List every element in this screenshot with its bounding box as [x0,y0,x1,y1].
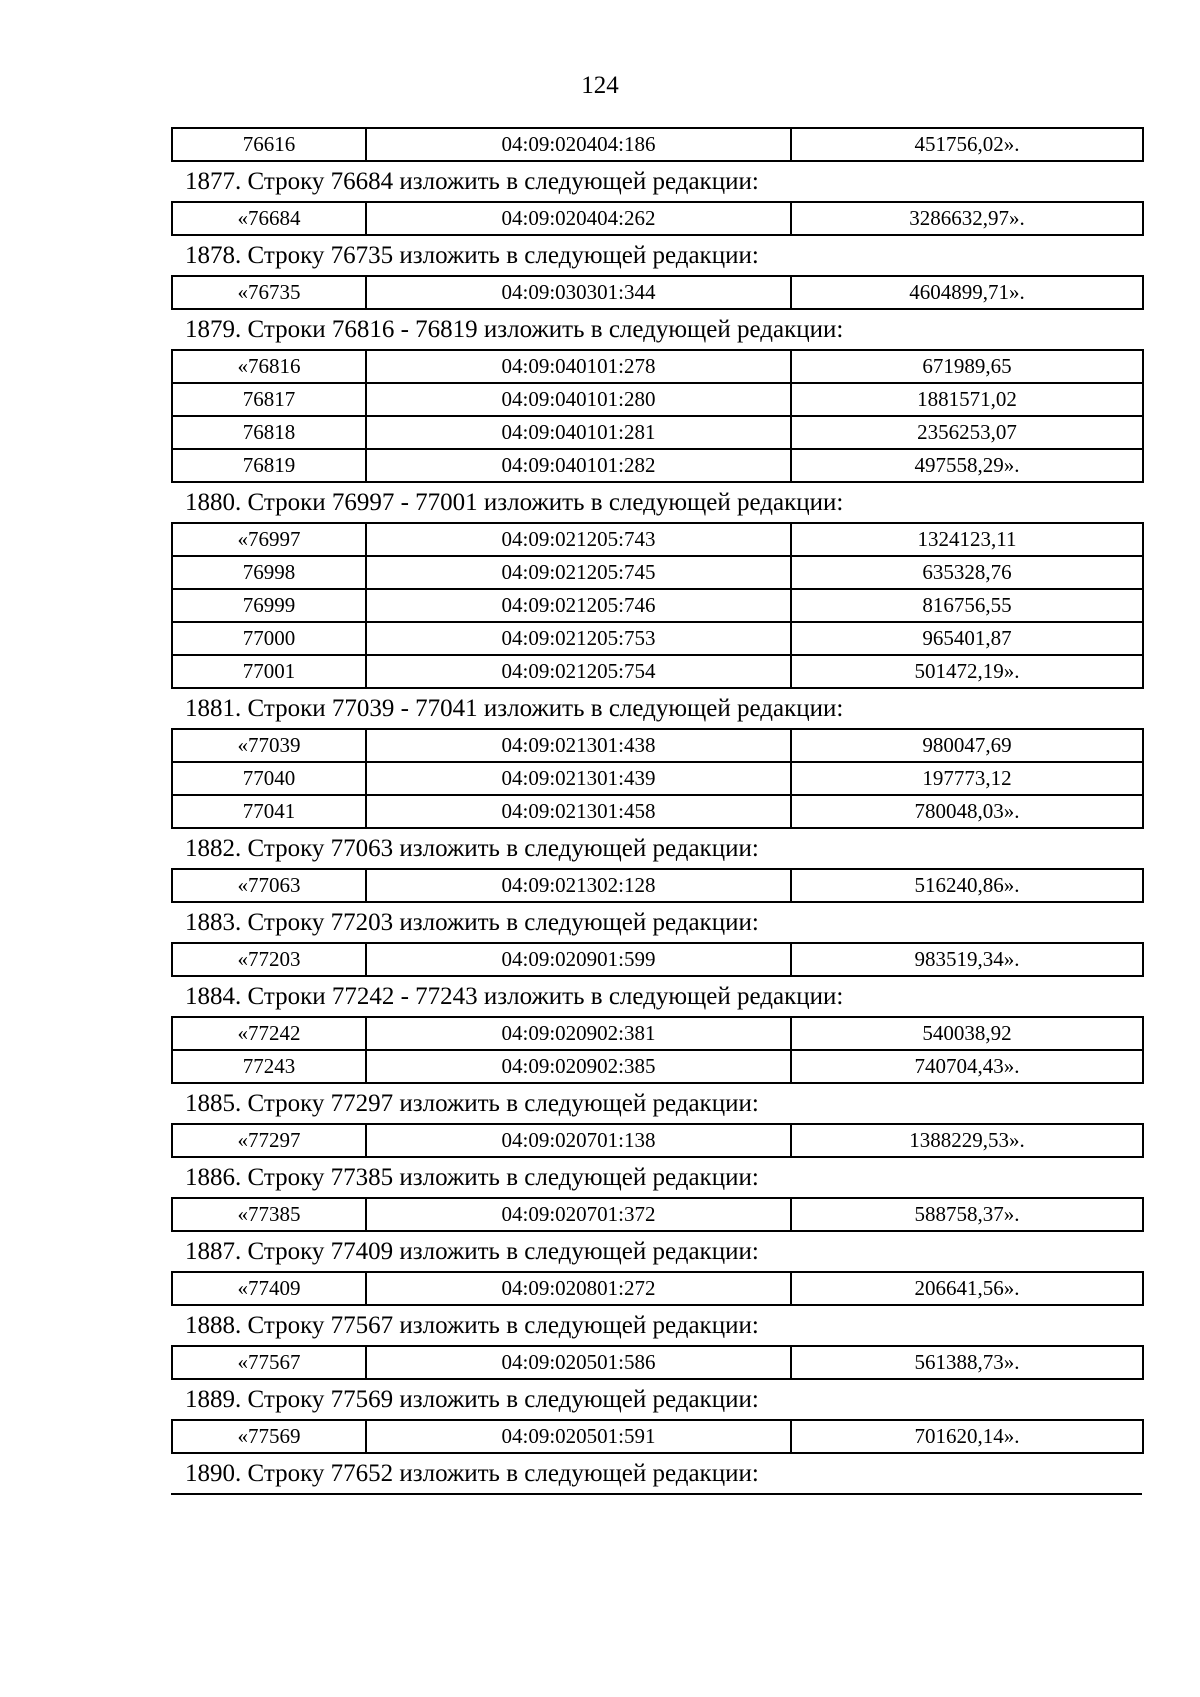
cadastral-number-cell: 04:09:020404:186 [366,128,791,161]
cadastral-number-cell: 04:09:040101:280 [366,383,791,416]
cadastral-number-cell: 04:09:021205:743 [366,523,791,556]
amendment-table [171,1197,1144,1232]
row-number-cell: 77000 [172,622,366,655]
value-cell: 197773,12 [791,762,1143,795]
value-cell: 635328,76 [791,556,1143,589]
table-row [172,449,1143,482]
amendment-instruction: 1881. Строки 77039 - 77041 изложить в следующей редакции: [185,695,844,722]
table-row [172,383,1143,416]
row-number-cell: 76817 [172,383,366,416]
table-row [172,1420,1143,1453]
row-number-cell: 77040 [172,762,366,795]
amendment-instruction: 1877. Строку 76684 изложить в следующей редакции: [185,168,759,195]
amendment-table [171,1123,1144,1158]
table-row [172,589,1143,622]
table-row [172,1050,1143,1083]
cadastral-number-cell: 04:09:021301:438 [366,729,791,762]
amendment-table [171,349,1144,483]
cadastral-number-cell: 04:09:021301:439 [366,762,791,795]
cadastral-number-cell: 04:09:030301:344 [366,276,791,309]
value-cell: 206641,56». [791,1272,1143,1305]
amendment-instruction: 1880. Строки 76997 - 77001 изложить в следующей редакции: [185,489,844,516]
row-number-cell: «77063 [172,869,366,902]
cadastral-number-cell: 04:09:020801:272 [366,1272,791,1305]
table-row [172,1272,1143,1305]
amendment-instruction: 1878. Строку 76735 изложить в следующей редакции: [185,242,759,269]
cadastral-number-cell: 04:09:040101:278 [366,350,791,383]
row-number-cell: 76999 [172,589,366,622]
row-number-cell: 76998 [172,556,366,589]
page-number: 124 [581,72,619,99]
row-number-cell: «77297 [172,1124,366,1157]
value-cell: 3286632,97». [791,202,1143,235]
row-number-cell: 76819 [172,449,366,482]
value-cell: 816756,55 [791,589,1143,622]
value-cell: 980047,69 [791,729,1143,762]
row-number-cell: «77385 [172,1198,366,1231]
amendment-instruction: 1879. Строки 76816 - 76819 изложить в следующей редакции: [185,316,844,343]
amendment-instruction: 1885. Строку 77297 изложить в следующей редакции: [185,1090,759,1117]
row-number-cell: 77041 [172,795,366,828]
table-row [172,729,1143,762]
amendment-table [171,1016,1144,1084]
row-number-cell: 77243 [172,1050,366,1083]
value-cell: 501472,19». [791,655,1143,688]
amendment-table [171,1419,1144,1454]
cadastral-number-cell: 04:09:020902:385 [366,1050,791,1083]
value-cell: 1881571,02 [791,383,1143,416]
value-cell: 516240,86». [791,869,1143,902]
value-cell: 2356253,07 [791,416,1143,449]
amendment-table [171,275,1144,310]
amendment-instruction: 1886. Строку 77385 изложить в следующей редакции: [185,1164,759,1191]
table-row [172,523,1143,556]
cadastral-number-cell: 04:09:020501:586 [366,1346,791,1379]
value-cell: 540038,92 [791,1017,1143,1050]
row-number-cell: «77039 [172,729,366,762]
amendment-table [171,868,1144,903]
value-cell: 740704,43». [791,1050,1143,1083]
amendment-table [171,942,1144,977]
row-number-cell: 76818 [172,416,366,449]
amendment-instruction: 1884. Строки 77242 - 77243 изложить в следующей редакции: [185,983,844,1010]
table-row [172,795,1143,828]
value-cell: 671989,65 [791,350,1143,383]
row-number-cell: «76684 [172,202,366,235]
value-cell: 497558,29». [791,449,1143,482]
table-row [172,1124,1143,1157]
cadastral-number-cell: 04:09:020902:381 [366,1017,791,1050]
value-cell: 588758,37». [791,1198,1143,1231]
table-row [172,1198,1143,1231]
amendment-table [171,201,1144,236]
amendment-instruction: 1888. Строку 77567 изложить в следующей редакции: [185,1312,759,1339]
cadastral-number-cell: 04:09:021205:746 [366,589,791,622]
value-cell: 1324123,11 [791,523,1143,556]
cadastral-number-cell: 04:09:020901:599 [366,943,791,976]
value-cell: 701620,14». [791,1420,1143,1453]
table-row [172,1346,1143,1379]
row-number-cell: 77001 [172,655,366,688]
table-row [172,1017,1143,1050]
table-row [172,128,1143,161]
row-number-cell: «76816 [172,350,366,383]
cadastral-number-cell: 04:09:021301:458 [366,795,791,828]
value-cell: 4604899,71». [791,276,1143,309]
amendment-instruction: 1883. Строку 77203 изложить в следующей редакции: [185,909,759,936]
value-cell: 780048,03». [791,795,1143,828]
value-cell: 561388,73». [791,1346,1143,1379]
cadastral-number-cell: 04:09:020701:372 [366,1198,791,1231]
cadastral-number-cell: 04:09:020404:262 [366,202,791,235]
table-row [172,202,1143,235]
cadastral-number-cell: 04:09:040101:282 [366,449,791,482]
cadastral-number-cell: 04:09:021205:754 [366,655,791,688]
row-number-cell: «77242 [172,1017,366,1050]
cadastral-number-cell: 04:09:021302:128 [366,869,791,902]
table-row [172,622,1143,655]
value-cell: 1388229,53». [791,1124,1143,1157]
row-number-cell: «77409 [172,1272,366,1305]
amendment-table [171,1271,1144,1306]
cadastral-number-cell: 04:09:020701:138 [366,1124,791,1157]
cadastral-number-cell: 04:09:040101:281 [366,416,791,449]
amendment-table [171,728,1144,829]
amendment-table [171,127,1144,162]
table-row [172,869,1143,902]
amendment-instruction: 1889. Строку 77569 изложить в следующей редакции: [185,1386,759,1413]
document-body [171,127,1142,1495]
row-number-cell: «77567 [172,1346,366,1379]
value-cell: 983519,34». [791,943,1143,976]
table-row [172,276,1143,309]
cadastral-number-cell: 04:09:021205:745 [366,556,791,589]
amendment-table [171,1345,1144,1380]
table-row [172,943,1143,976]
row-number-cell: 76616 [172,128,366,161]
table-row [172,762,1143,795]
table-row [172,655,1143,688]
table-row [172,416,1143,449]
cadastral-number-cell: 04:09:021205:753 [366,622,791,655]
table-row [172,350,1143,383]
row-number-cell: «77203 [172,943,366,976]
row-number-cell: «76735 [172,276,366,309]
amendment-instruction: 1890. Строку 77652 изложить в следующей редакции: [185,1460,759,1487]
row-number-cell: «76997 [172,523,366,556]
table-row [172,556,1143,589]
value-cell: 451756,02». [791,128,1143,161]
amendment-instruction: 1882. Строку 77063 изложить в следующей редакции: [185,835,759,862]
amendment-instruction: 1887. Строку 77409 изложить в следующей редакции: [185,1238,759,1265]
amendment-table [171,522,1144,689]
cadastral-number-cell: 04:09:020501:591 [366,1420,791,1453]
value-cell: 965401,87 [791,622,1143,655]
bottom-rule [171,1493,1142,1495]
row-number-cell: «77569 [172,1420,366,1453]
